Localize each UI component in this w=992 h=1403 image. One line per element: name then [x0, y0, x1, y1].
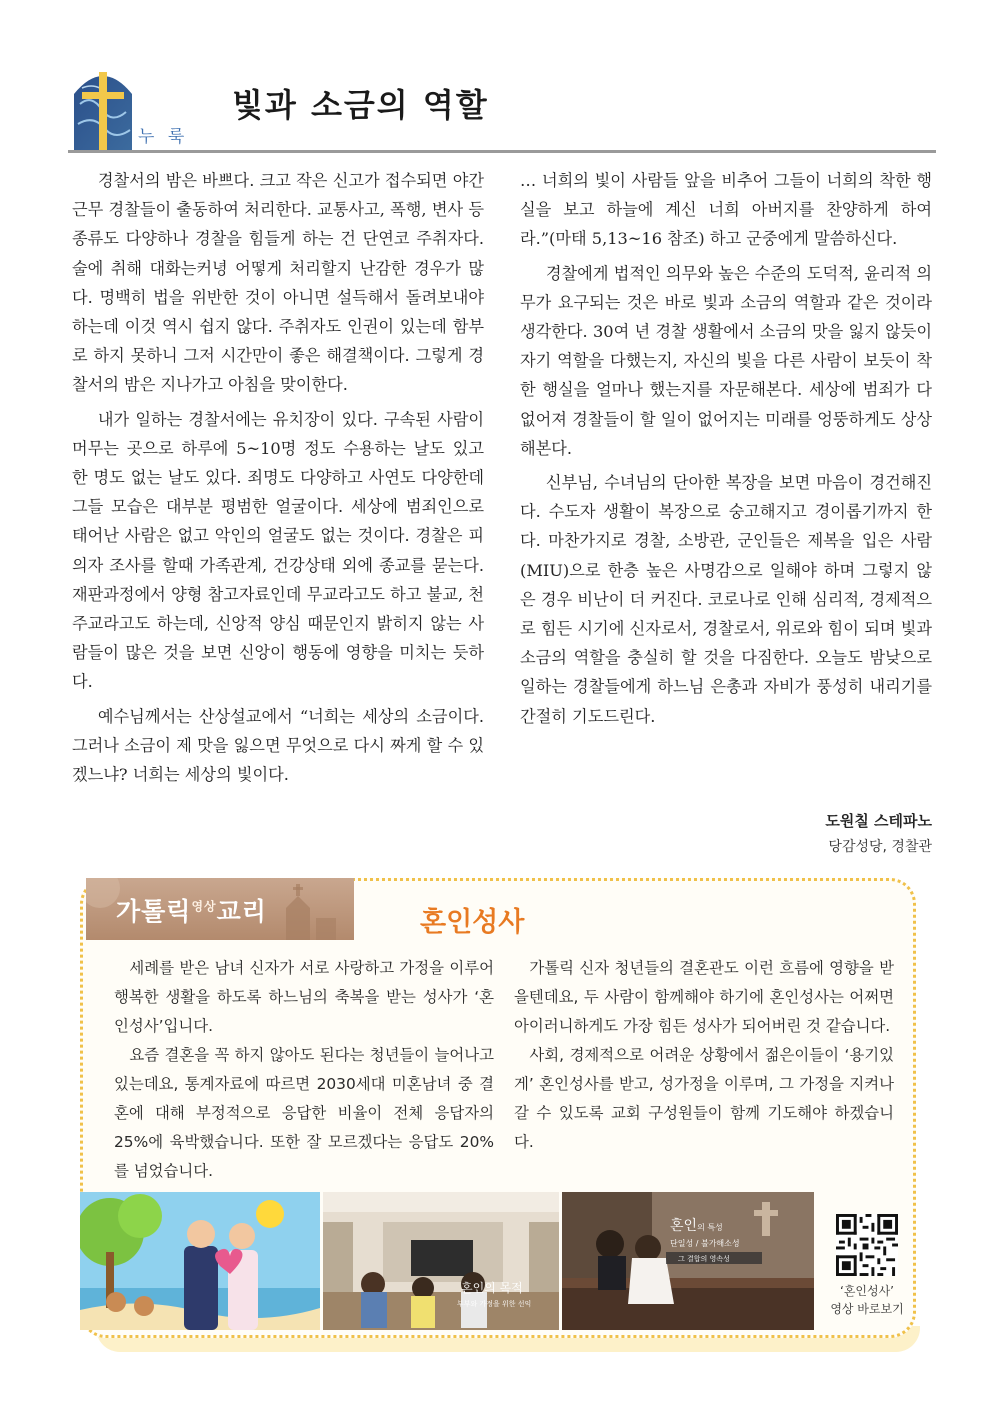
catechism-paragraph: 요즘 결혼을 꼭 하지 않아도 된다는 청년들이 늘어나고 있는데요, 통계자료에 따르면 2030세대 미혼남녀 중 결혼에 대해 부정적으로 응답한 비율이 전체 응답자의 25%에 육박했습니다. 또한 잘 모르겠다는 응답도 20%를 넘었습니다.	[114, 1046, 494, 1180]
cartoon-couple-image	[80, 1192, 320, 1330]
qr-caption-line1: ‘혼인성사’	[840, 1284, 894, 1298]
catechism-paragraph: 세례를 받은 남녀 신자가 서로 사랑하고 가정을 이루어 행복한 생활을 하도록 하느님의 축복을 받는 성사가 ‘혼인성사’입니다.	[114, 959, 494, 1035]
banner-text: 가톨릭	[116, 897, 192, 926]
article-paragraph: … 너희의 빛이 사람들 앞을 비추어 그들이 너희의 착한 행실을 보고 하늘에 계신 너희 아버지를 찬양하게 하여라.”(마태 5,13~16 참조) 하고 군중에게 말씀하신다.	[520, 171, 932, 249]
photo2-subcaption: 부부와 가정을 위한 선익	[457, 1300, 532, 1308]
page-title: 빛과 소금의 역할	[232, 86, 489, 124]
catechism-left-column	[114, 954, 494, 1186]
qr-caption	[814, 1282, 920, 1318]
author-byline	[825, 808, 932, 860]
qr-code-icon[interactable]	[836, 1214, 898, 1276]
article-paragraph: 예수님께서는 산상설교에서 “너희는 세상의 소금이다. 그러나 소금이 제 맛을 잃으면 무엇으로 다시 짜게 할 수 있겠느냐? 너희는 세상의 빛이다.	[72, 706, 484, 785]
article-paragraph: 신부님, 수녀님의 단아한 복장을 보면 마음이 경건해진다. 수도자 생활이 복장으로 숭고해지고 경이롭기까지 한다. 마찬가지로 경찰, 소방관, 군인들은 제복을 입은 사람(MIU)으로 한층 높은 사명감으로 일해야 하며 그렇지 않은 경우 비난이 더 커진다. 코로나로 인해 심리적, 경제적으로 힘든 시기에 신자로서, 경찰로서, 위로와 힘이 되며 빛과 소금의 역할을 충실히 할 것을 다짐한다. 오늘도 밤낮으로 일하는 경찰들에게 하느님 은총과 자비가 풍성히 내리기를 간절히 기도드린다.	[520, 473, 932, 726]
stained-glass-cross-icon	[72, 64, 134, 150]
section-tag: 누 룩	[138, 127, 189, 147]
banner-text2: 교리	[216, 897, 267, 926]
family-photo	[323, 1192, 559, 1330]
author-name: 도원칠 스테파노	[825, 812, 932, 830]
article-paragraph: 내가 일하는 경찰서에는 유치장이 있다. 구속된 사람이 머무는 곳으로 하루에 5~10명 정도 수용하는 날도 있고 한 명도 없는 날도 있다. 죄명도 다양하고 사연도 다양한데 그들 모습은 대부분 평범한 얼굴이다. 세상에 범죄인으로 태어난 사람은 없고 악인의 얼굴도 없는 것이다. 경찰은 피의자 조사를 할때 가족관계, 건강상태 외에 종교를 묻는다. 재판과정에서 양형 참고자료인데 무교라고도 하고 불교, 천주교라고도 하는데, 신앙적 양심 때문인지 밝히지 않는 사람들이 많은 것을 보면 신앙이 행동에 영향을 미치는 듯하다.	[72, 409, 484, 692]
photo3-caption-small: 의 특성	[697, 1223, 723, 1232]
photo2-caption: 혼인의 목적	[461, 1281, 523, 1295]
cartoon-couple-illustration	[80, 1192, 320, 1330]
wedding-photo	[562, 1192, 814, 1330]
banner-label	[116, 892, 267, 928]
author-parish: 당감성당, 경찰관	[828, 839, 932, 855]
article-right-column	[520, 166, 932, 736]
photo3-subcaption2: 그 결합의 영속성	[678, 1255, 730, 1263]
catechism-paragraph: 가톨릭 신자 청년들의 결혼관도 이런 흐름에 영향을 받을텐데요, 두 사람이 함께해야 하기에 혼인성사는 어쩌면 아이러니하게도 가장 힘든 성사가 되어버린 것 같습니다.	[514, 959, 894, 1035]
catechism-right-column	[514, 954, 894, 1157]
catechism-banner	[86, 878, 354, 940]
header-divider	[68, 150, 936, 153]
banner-sub: 영상	[191, 899, 217, 914]
qr-caption-line2: 영상 바로보기	[830, 1302, 904, 1316]
catechism-title: 혼인성사	[420, 907, 525, 938]
wedding-couple-illustration	[562, 1192, 814, 1330]
catechism-paragraph: 사회, 경제적으로 어려운 상황에서 젊은이들이 ‘용기있게’ 혼인성사를 받고, 성가정을 이루며, 그 가정을 지켜나갈 수 있도록 교회 구성원들이 함께 기도해야 하겠습니다.	[514, 1046, 894, 1151]
photo3-caption-main: 혼인	[670, 1218, 698, 1234]
article-paragraph: 경찰에게 법적인 의무와 높은 수준의 도덕적, 윤리적 의무가 요구되는 것은 바로 빛과 소금의 역할과 같은 것이라 생각한다. 30여 년 경찰 생활에서 소금의 맛을 잃지 않듯이 자기 역할을 다했는지, 자신의 빛을 다른 사람이 보듯이 착한 행실을 얼마나 했는지를 자문해본다. 세상에 범죄가 다 없어져 경찰들이 할 일이 없어지는 미래를 엉뚱하게도 상상해본다.	[520, 263, 932, 458]
family-living-room-illustration	[323, 1192, 559, 1330]
article-paragraph: 경찰서의 밤은 바쁘다. 크고 작은 신고가 접수되면 야간 근무 경찰들이 출동하여 처리한다. 교통사고, 폭행, 변사 등 종류도 다양하나 경찰을 힘들게 하는 건 단연코 주취자다. 술에 취해 대화는커녕 어떻게 처리할지 난감한 경우가 많다. 명백히 법을 위반한 것이 아니면 설득해서 돌려보내야 하는데 이것 역시 쉽지 않다. 주취자도 인권이 있는데 함부로 하지 못하니 그저 시간만이 좋은 해결책이다. 그렇게 경찰서의 밤은 지나가고 아침을 맞이한다.	[72, 171, 484, 395]
article-left-column	[72, 166, 484, 794]
page-header	[68, 60, 936, 152]
photo3-subcaption: 단일성 / 불가해소성	[670, 1239, 740, 1248]
